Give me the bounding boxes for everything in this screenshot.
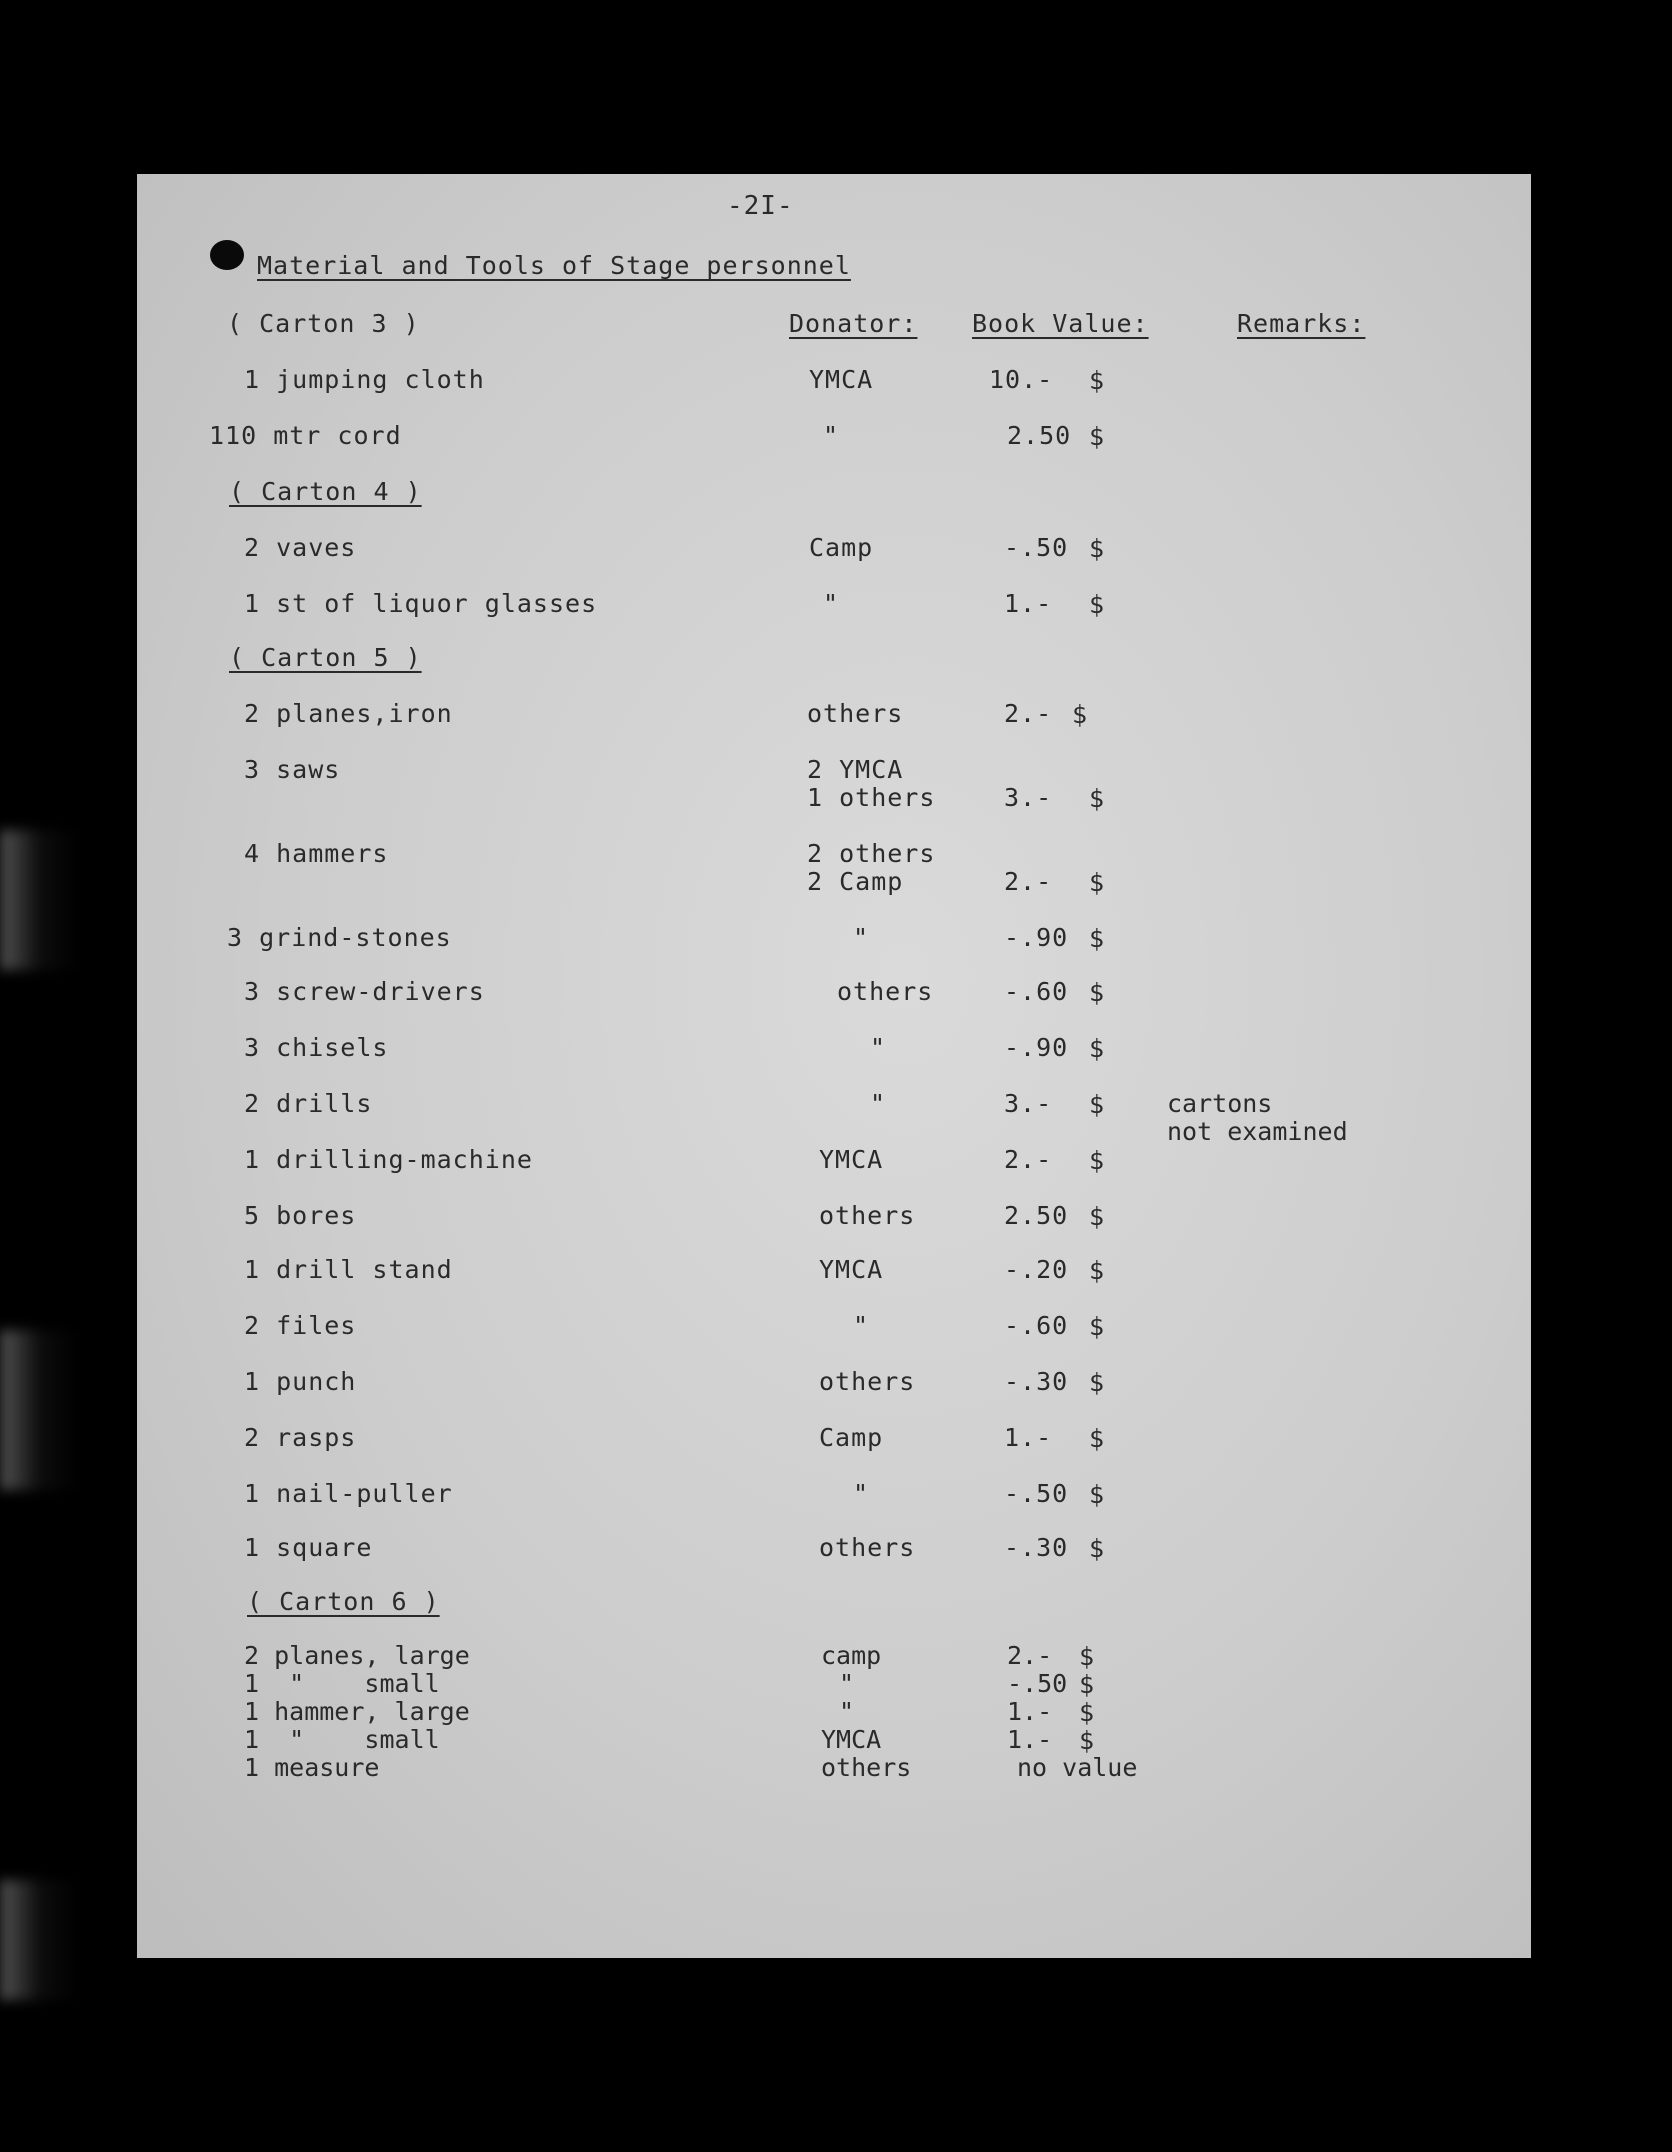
film-edge-blur (0, 1330, 80, 1490)
item-name: 2 drills (244, 1089, 373, 1118)
item-donator: others (819, 1201, 916, 1230)
item-name: 110 mtr cord (209, 421, 402, 450)
item-donator: " (823, 421, 840, 450)
item-name: 5 bores (244, 1201, 357, 1230)
item-donator: 2 Camp (807, 867, 904, 896)
dollar-sign: $ (1089, 978, 1105, 1007)
item-donator: " (853, 1311, 870, 1340)
dollar-sign: $ (1089, 1034, 1105, 1063)
item-value: -.50 (1004, 1479, 1069, 1508)
dollar-sign: $ (1089, 868, 1105, 897)
item-donator: others (819, 1367, 916, 1396)
item-donator: others (807, 699, 904, 728)
dollar-sign: $ (1089, 1368, 1105, 1397)
item-name: 1 st of liquor glasses (244, 589, 598, 618)
item-value: 1.- (1004, 1423, 1053, 1452)
dollar-sign: $ (1089, 1534, 1105, 1563)
item-donator: camp (821, 1641, 882, 1670)
item-name: 4 hammers (244, 839, 389, 868)
item-donator: others (837, 977, 934, 1006)
item-value: -.90 (1004, 923, 1069, 952)
dollar-sign: $ (1089, 590, 1105, 619)
item-donator: " (870, 1089, 887, 1118)
item-value: 2.- (1004, 867, 1053, 896)
item-value: -.60 (1004, 977, 1069, 1006)
dollar-sign: $ (1089, 366, 1105, 395)
item-donator: 2 YMCA (807, 755, 904, 784)
item-name: 1 measure (244, 1753, 380, 1782)
item-donator: others (821, 1753, 912, 1782)
dollar-sign: $ (1089, 1312, 1105, 1341)
item-value: 1.- (1007, 1725, 1053, 1754)
column-header-book-value: Book Value: (972, 309, 1149, 338)
item-donator: 2 others (807, 839, 936, 868)
item-name: 1 nail-puller (244, 1479, 453, 1508)
item-value: 2.- (1004, 699, 1053, 728)
film-edge-blur (0, 830, 80, 970)
dollar-sign: $ (1089, 1480, 1105, 1509)
dollar-sign: $ (1072, 700, 1088, 729)
item-value: -.50 (1007, 1669, 1068, 1698)
item-value: -.90 (1004, 1033, 1069, 1062)
dollar-sign: $ (1089, 1202, 1105, 1231)
dollar-sign: $ (1079, 1670, 1095, 1699)
item-donator: " (853, 923, 870, 952)
dollar-sign: $ (1079, 1698, 1095, 1727)
remarks-text: cartons (1167, 1089, 1273, 1118)
carton-label: ( Carton 3 ) (227, 309, 420, 338)
carton-label: ( Carton 6 ) (247, 1587, 440, 1616)
page-title: Material and Tools of Stage personnel (257, 251, 851, 280)
dollar-sign: $ (1089, 1424, 1105, 1453)
dollar-sign: $ (1079, 1642, 1095, 1671)
item-name: 2 planes,iron (244, 699, 453, 728)
dollar-sign: $ (1089, 1090, 1105, 1119)
film-edge-blur (0, 1880, 80, 2000)
dollar-sign: $ (1089, 784, 1105, 813)
dollar-sign: $ (1089, 534, 1105, 563)
page-number: -2I- (727, 191, 794, 221)
item-name: 3 grind-stones (227, 923, 452, 952)
item-name: 1 " small (244, 1669, 440, 1698)
item-donator: Camp (809, 533, 874, 562)
item-name: 1 drill stand (244, 1255, 453, 1284)
item-value: no value (1017, 1753, 1138, 1782)
item-donator: YMCA (819, 1145, 884, 1174)
item-name: 2 files (244, 1311, 357, 1340)
item-donator: Camp (819, 1423, 884, 1452)
dollar-sign: $ (1089, 924, 1105, 953)
item-name: 1 punch (244, 1367, 357, 1396)
item-name: 1 hammer, large (244, 1697, 470, 1726)
item-value: 2.- (1007, 1641, 1053, 1670)
item-donator: " (853, 1479, 870, 1508)
item-value: -.60 (1004, 1311, 1069, 1340)
item-donator: " (839, 1669, 855, 1698)
item-name: 1 drilling-machine (244, 1145, 533, 1174)
item-name: 3 saws (244, 755, 341, 784)
carton-label: ( Carton 4 ) (229, 477, 422, 506)
dollar-sign: $ (1089, 1146, 1105, 1175)
item-donator: " (839, 1697, 855, 1726)
item-donator: " (870, 1033, 887, 1062)
item-donator: YMCA (819, 1255, 884, 1284)
item-value: 10.- (989, 365, 1054, 394)
item-value: 2.- (1004, 1145, 1053, 1174)
item-donator: " (823, 589, 840, 618)
item-name: 3 screw-drivers (244, 977, 485, 1006)
document-page (137, 174, 1531, 1958)
item-donator: others (819, 1533, 916, 1562)
item-name: 1 " small (244, 1725, 440, 1754)
item-value: 3.- (1004, 1089, 1053, 1118)
column-header-donator: Donator: (789, 309, 918, 338)
column-header-remarks: Remarks: (1237, 309, 1366, 338)
item-name: 2 vaves (244, 533, 357, 562)
remarks-text: not examined (1167, 1117, 1348, 1146)
item-value: 2.50 (1004, 1201, 1069, 1230)
dollar-sign: $ (1079, 1726, 1095, 1755)
carton-label: ( Carton 5 ) (229, 643, 422, 672)
item-value: -.50 (1004, 533, 1069, 562)
item-value: 1.- (1004, 589, 1053, 618)
item-value: 1.- (1007, 1697, 1053, 1726)
item-value: 2.50 (1007, 421, 1072, 450)
item-donator: 1 others (807, 783, 936, 812)
dollar-sign: $ (1089, 1256, 1105, 1285)
item-name: 1 square (244, 1533, 373, 1562)
item-name: 2 planes, large (244, 1641, 470, 1670)
item-value: -.30 (1004, 1367, 1069, 1396)
item-value: 3.- (1004, 783, 1053, 812)
item-value: -.30 (1004, 1533, 1069, 1562)
item-value: -.20 (1004, 1255, 1069, 1284)
dollar-sign: $ (1089, 422, 1105, 451)
item-donator: YMCA (821, 1725, 882, 1754)
item-name: 1 jumping cloth (244, 365, 485, 394)
punch-hole (210, 240, 244, 270)
item-name: 3 chisels (244, 1033, 389, 1062)
item-name: 2 rasps (244, 1423, 357, 1452)
item-donator: YMCA (809, 365, 874, 394)
